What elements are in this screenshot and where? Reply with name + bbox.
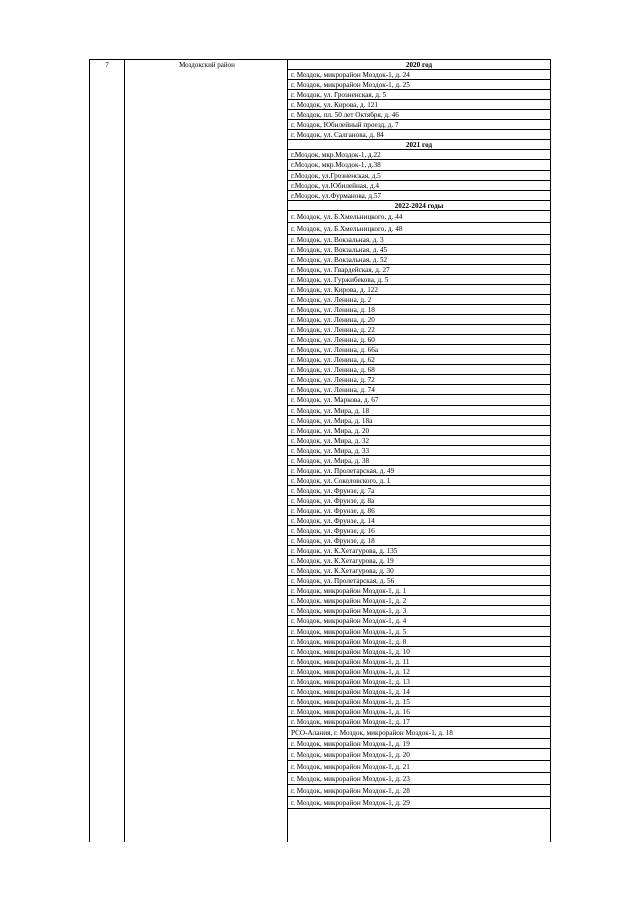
address-cell: г. Моздок, ул. Фрунзе, д. 8а xyxy=(288,496,550,506)
address-cell: г. Моздок, ул. Кирова, д. 121 xyxy=(288,100,550,110)
address-cell: г. Моздок, ул. Мира, д. 18 xyxy=(288,406,550,416)
address-cell: г. Моздок, ул. Ленина, д. 60 xyxy=(288,335,550,345)
address-cell: г. Моздок, микрорайон Моздок-1, д. 8 xyxy=(288,637,550,647)
address-cell: г. Моздок, микрорайон Моздок-1, д. 14 xyxy=(288,687,550,697)
address-cell: г. Моздок, пл. 50 лет Октября, д. 46 xyxy=(288,110,550,120)
address-cell: г. Моздок, ул. Мира, д. 38 xyxy=(288,456,550,466)
address-cell: г. Моздок, микрорайон Моздок-1, д. 12 xyxy=(288,667,550,677)
address-cell: г. Моздок, ул. Вокзальная, д. 52 xyxy=(288,255,550,265)
district-name: Моздокский район xyxy=(179,61,235,69)
address-cell: г. Моздок, ул. К.Хетагурова, д. 135 xyxy=(288,546,550,556)
address-cell: г. Моздок, ул. Ленина, д. 74 xyxy=(288,385,550,395)
address-cell: г. Моздок, микрорайон Моздок-1, д. 21 xyxy=(288,761,550,773)
address-cell: г. Моздок, Юбилейный проезд, д. 7 xyxy=(288,120,550,130)
address-cell: г. Моздок, ул. Гвардейская, д. 27 xyxy=(288,265,550,275)
year-header: 2020 год xyxy=(288,60,550,70)
address-cell: г. Моздок, ул. Салганова, д. 84 xyxy=(288,130,550,140)
address-cell: г. Моздок, ул. Фрунзе, д. 18 xyxy=(288,536,550,546)
address-cell: г. Моздок, ул. Б.Хмельницкого, д. 44 xyxy=(288,211,550,223)
address-cell: г.Моздок, ул.Фурманова, д.57 xyxy=(288,191,550,201)
address-list xyxy=(288,60,550,809)
address-cell: г. Моздок, ул. Грозненская, д. 5 xyxy=(288,90,550,100)
address-cell: г. Моздок, микрорайон Моздок-1, д. 10 xyxy=(288,647,550,657)
address-cell: г. Моздок, ул. Пролетарская, д. 56 xyxy=(288,576,550,586)
address-cell: г. Моздок, ул. Кирова, д. 122 xyxy=(288,285,550,295)
address-cell: г. Моздок, ул. Ленина, д. 68 xyxy=(288,365,550,375)
address-cell: г. Моздок, микрорайон Моздок-1, д. 16 xyxy=(288,707,550,717)
address-cell: г. Моздок, ул. Ленина, д. 62 xyxy=(288,355,550,365)
column-divider xyxy=(124,60,125,842)
address-cell: г. Моздок, микрорайон Моздок-1, д. 19 xyxy=(288,739,550,749)
address-cell: г. Моздок, микрорайон Моздок-1, д. 29 xyxy=(288,797,550,809)
address-cell: г.Моздок, ул.Грозненская, д.5 xyxy=(288,171,550,181)
address-cell: г. Моздок, микрорайон Моздок-1, д. 17 xyxy=(288,717,550,727)
address-cell: г. Моздок, микрорайон Моздок-1, д. 11 xyxy=(288,657,550,667)
address-cell: г. Моздок, микрорайон Моздок-1, д. 4 xyxy=(288,616,550,626)
address-cell: г. Моздок, ул. Б.Хмельницкого, д. 48 xyxy=(288,223,550,235)
address-cell: г. Моздок, микрорайон Моздок-1, д. 5 xyxy=(288,627,550,637)
address-cell: г. Моздок, ул. Ленина, д. 18 xyxy=(288,305,550,315)
address-cell: г. Моздок, ул. Соколовского, д. 1 xyxy=(288,476,550,486)
address-cell: г.Моздок, ул.Юбилейная, д.4 xyxy=(288,181,550,191)
address-cell: г. Моздок, ул. Мира, д. 20 xyxy=(288,426,550,436)
address-cell: г. Моздок, ул. Мира, д. 32 xyxy=(288,436,550,446)
address-cell: г. Моздок, микрорайон Моздок-1, д. 3 xyxy=(288,606,550,616)
address-cell: г. Моздок, ул. Гуржибекова, д. 5 xyxy=(288,275,550,285)
year-header: 2022-2024 годы xyxy=(288,201,550,211)
address-cell: г. Моздок, микрорайон Моздок-1, д. 1 xyxy=(288,586,550,596)
address-cell: г. Моздок, микрорайон Моздок-1, д. 28 xyxy=(288,785,550,797)
address-cell: г. Моздок, ул. Мира, д. 18а xyxy=(288,416,550,426)
address-cell: РСО-Алания, г. Моздок, микрорайон Моздок-1, д. 18 xyxy=(288,727,550,739)
address-cell: г. Моздок, ул. Фрунзе, д. 7а xyxy=(288,486,550,496)
address-cell: г. Моздок, микрорайон Моздок-1, д. 20 xyxy=(288,749,550,761)
address-cell: г. Моздок, микрорайон Моздок-1, д. 25 xyxy=(288,80,550,90)
address-cell: г. Моздок, ул. К.Хетагурова, д. 30 xyxy=(288,566,550,576)
address-cell: г.Моздок, мкр.Моздок-1, д.38 xyxy=(288,160,550,170)
address-cell: г. Моздок, микрорайон Моздок-1, д. 13 xyxy=(288,677,550,687)
address-cell: г. Моздок, микрорайон Моздок-1, д. 23 xyxy=(288,773,550,785)
address-cell: г. Моздок, ул. Мира, д. 33 xyxy=(288,446,550,456)
address-cell: г. Моздок, ул. Ленина, д. 66а xyxy=(288,345,550,355)
address-cell: г. Моздок, ул. Ленина, д. 20 xyxy=(288,315,550,325)
address-cell: г. Моздок, ул. К.Хетагурова, д. 19 xyxy=(288,556,550,566)
address-cell: г. Моздок, микрорайон Моздок-1, д. 2 xyxy=(288,596,550,606)
address-cell: г. Моздок, микрорайон Моздок-1, д. 15 xyxy=(288,697,550,707)
address-cell: г. Моздок, ул. Маркова, д. 67 xyxy=(288,395,550,405)
address-cell: г. Моздок, ул. Ленина, д. 72 xyxy=(288,375,550,385)
address-cell: г. Моздок, ул. Ленина, д. 22 xyxy=(288,325,550,335)
address-cell: г.Моздок, мкр.Моздок-1, д.22 xyxy=(288,150,550,160)
row-number: 7 xyxy=(105,61,109,69)
address-cell: г. Моздок, ул. Вокзальная, д. 45 xyxy=(288,245,550,255)
address-cell: г. Моздок, ул. Вокзальная, д. 3 xyxy=(288,235,550,245)
address-cell: г. Моздок, микрорайон Моздок-1, д. 24 xyxy=(288,70,550,80)
address-cell: г. Моздок, ул. Ленина, д. 2 xyxy=(288,295,550,305)
address-cell: г. Моздок, ул. Фрунзе, д. 14 xyxy=(288,516,550,526)
year-header: 2021 год xyxy=(288,140,550,150)
address-cell: г. Моздок, ул. Пролетарская, д. 49 xyxy=(288,466,550,476)
address-table xyxy=(89,59,551,842)
address-cell: г. Моздок, ул. Фрунзе, д. 86 xyxy=(288,506,550,516)
address-cell: г. Моздок, ул. Фрунзе, д. 16 xyxy=(288,526,550,536)
